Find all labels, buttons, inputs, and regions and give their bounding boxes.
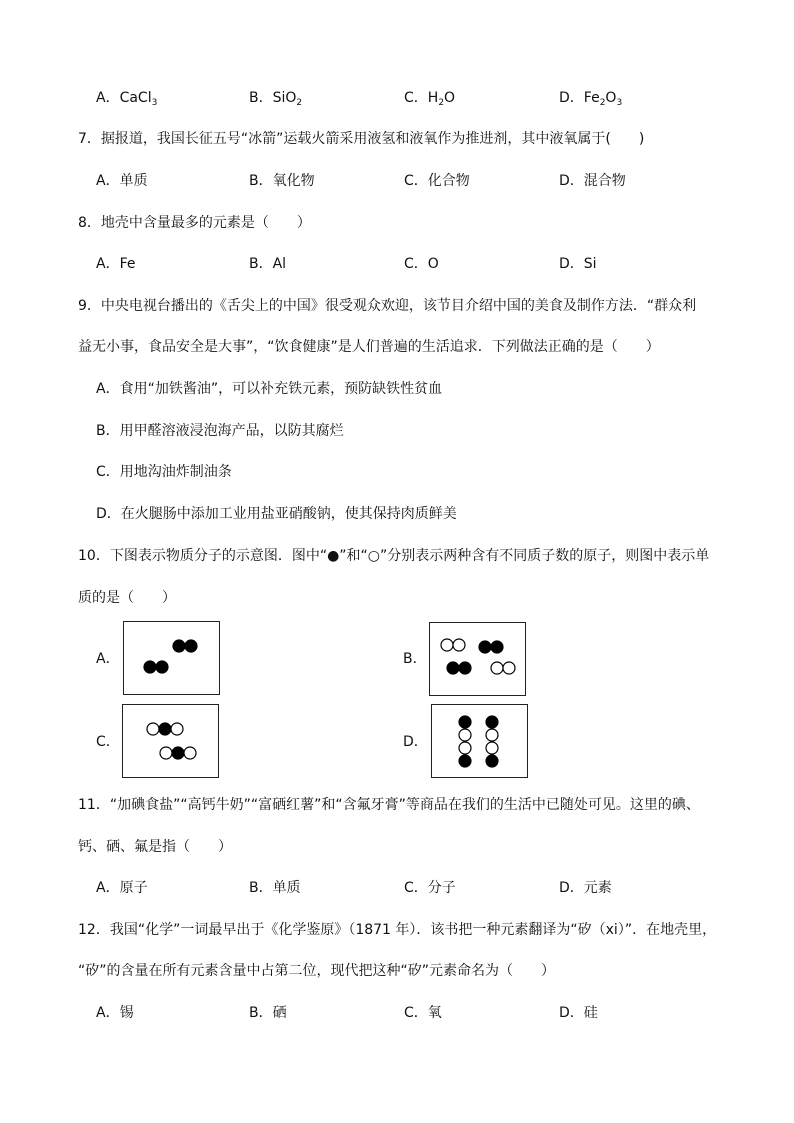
q12-stem-line1: 12．我国“化学”一词最早出于《化学鉴原》（1871 年）．该书把一种元素翻译为“矽（xi）”．在地壳里， <box>78 922 717 938</box>
q8-option-a[interactable]: A．Fe <box>96 256 136 272</box>
q10-diagram-d[interactable] <box>431 704 528 778</box>
q7-options <box>96 171 736 191</box>
q8-options <box>96 254 736 274</box>
q10-diagram-b[interactable] <box>429 622 526 696</box>
q8-stem: 8．地壳中含量最多的元素是（ ） <box>78 215 311 231</box>
q12-stem-line2: “矽”的含量在所有元素含量中占第二位，现代把这种“矽”元素命名为（ ） <box>78 963 556 979</box>
molecule-diagram-b <box>430 623 527 697</box>
q6-option-c[interactable]: C．$H_2O$ <box>404 90 456 108</box>
q12-option-c[interactable]: C．氧 <box>404 1005 442 1021</box>
q10-label-b[interactable]: B． <box>403 651 427 667</box>
q11-option-d[interactable]: D．元素 <box>559 880 612 896</box>
q8-option-d[interactable]: D．Si <box>559 256 597 272</box>
q10-label-d[interactable]: D． <box>403 734 428 750</box>
q12-option-b[interactable]: B．硒 <box>249 1005 287 1021</box>
q6-options <box>96 88 736 108</box>
q7-stem: 7．据报道，我国长征五号“冰箭”运载火箭采用液氢和液氧作为推进剂，其中液氧属于( ) <box>78 131 645 147</box>
q11-stem-line1: 11．“加碘食盐”“高钙牛奶”“富硒红薯”和“含氟牙膏”等商品在我们的生活中已随处可见。这里的碘、 <box>78 797 700 813</box>
q9-stem-line2: 益无小事，食品安全是大事”，“饮食健康”是人们普遍的生活追求．下列做法正确的是（ ） <box>78 339 660 355</box>
q6-option-a[interactable]: A．CaCl$_3$ <box>96 90 158 108</box>
q7-option-c[interactable]: C．化合物 <box>404 173 470 189</box>
q10-stem-line2: 质的是（ ） <box>78 590 176 606</box>
q11-options <box>96 878 736 898</box>
molecule-diagram-a <box>124 622 221 696</box>
q7-option-a[interactable]: A．单质 <box>96 173 148 189</box>
q10-diagram-a[interactable] <box>123 621 220 695</box>
q9-stem-line1: 9．中央电视台播出的《舌尖上的中国》很受观众欢迎，该节目介绍中国的美食及制作方法．“群众利 <box>78 298 697 314</box>
q10-label-a[interactable]: A． <box>96 651 120 667</box>
q7-option-b[interactable]: B．氧化物 <box>249 173 315 189</box>
q11-option-c[interactable]: C．分子 <box>404 880 456 896</box>
q6-option-b[interactable]: B．SiO$_2$ <box>249 90 303 108</box>
molecule-diagram-d <box>432 705 529 779</box>
q10-stem-line1: 10．下图表示物质分子的示意图．图中“●”和“○”分别表示两种含有不同质子数的原子，则图中表示单 <box>78 548 710 564</box>
q9-option-c[interactable]: C．用地沟油炸制油条 <box>96 464 232 480</box>
q10-label-c[interactable]: C． <box>96 734 120 750</box>
q9-option-a[interactable]: A．食用“加铁酱油”，可以补充铁元素，预防缺铁性贫血 <box>96 381 443 397</box>
q11-stem-line2: 钙、硒、氟是指（ ） <box>78 839 232 855</box>
q6-option-d[interactable]: D．$Fe_2O_3$ <box>559 90 623 108</box>
q9-option-d[interactable]: D．在火腿肠中添加工业用盐亚硝酸钠，使其保持肉质鲜美 <box>96 506 457 522</box>
q12-options <box>96 1003 736 1023</box>
q8-option-b[interactable]: B．Al <box>249 256 287 272</box>
q7-option-d[interactable]: D．混合物 <box>559 173 626 189</box>
q10-diagram-c[interactable] <box>122 704 219 778</box>
q11-option-b[interactable]: B．单质 <box>249 880 301 896</box>
q11-option-a[interactable]: A．原子 <box>96 880 148 896</box>
q12-option-a[interactable]: A．锡 <box>96 1005 134 1021</box>
q12-option-d[interactable]: D．硅 <box>559 1005 598 1021</box>
q8-option-c[interactable]: C．O <box>404 256 439 272</box>
q9-option-b[interactable]: B．用甲醛溶液浸泡海产品，以防其腐烂 <box>96 423 344 439</box>
molecule-diagram-c <box>123 705 220 779</box>
